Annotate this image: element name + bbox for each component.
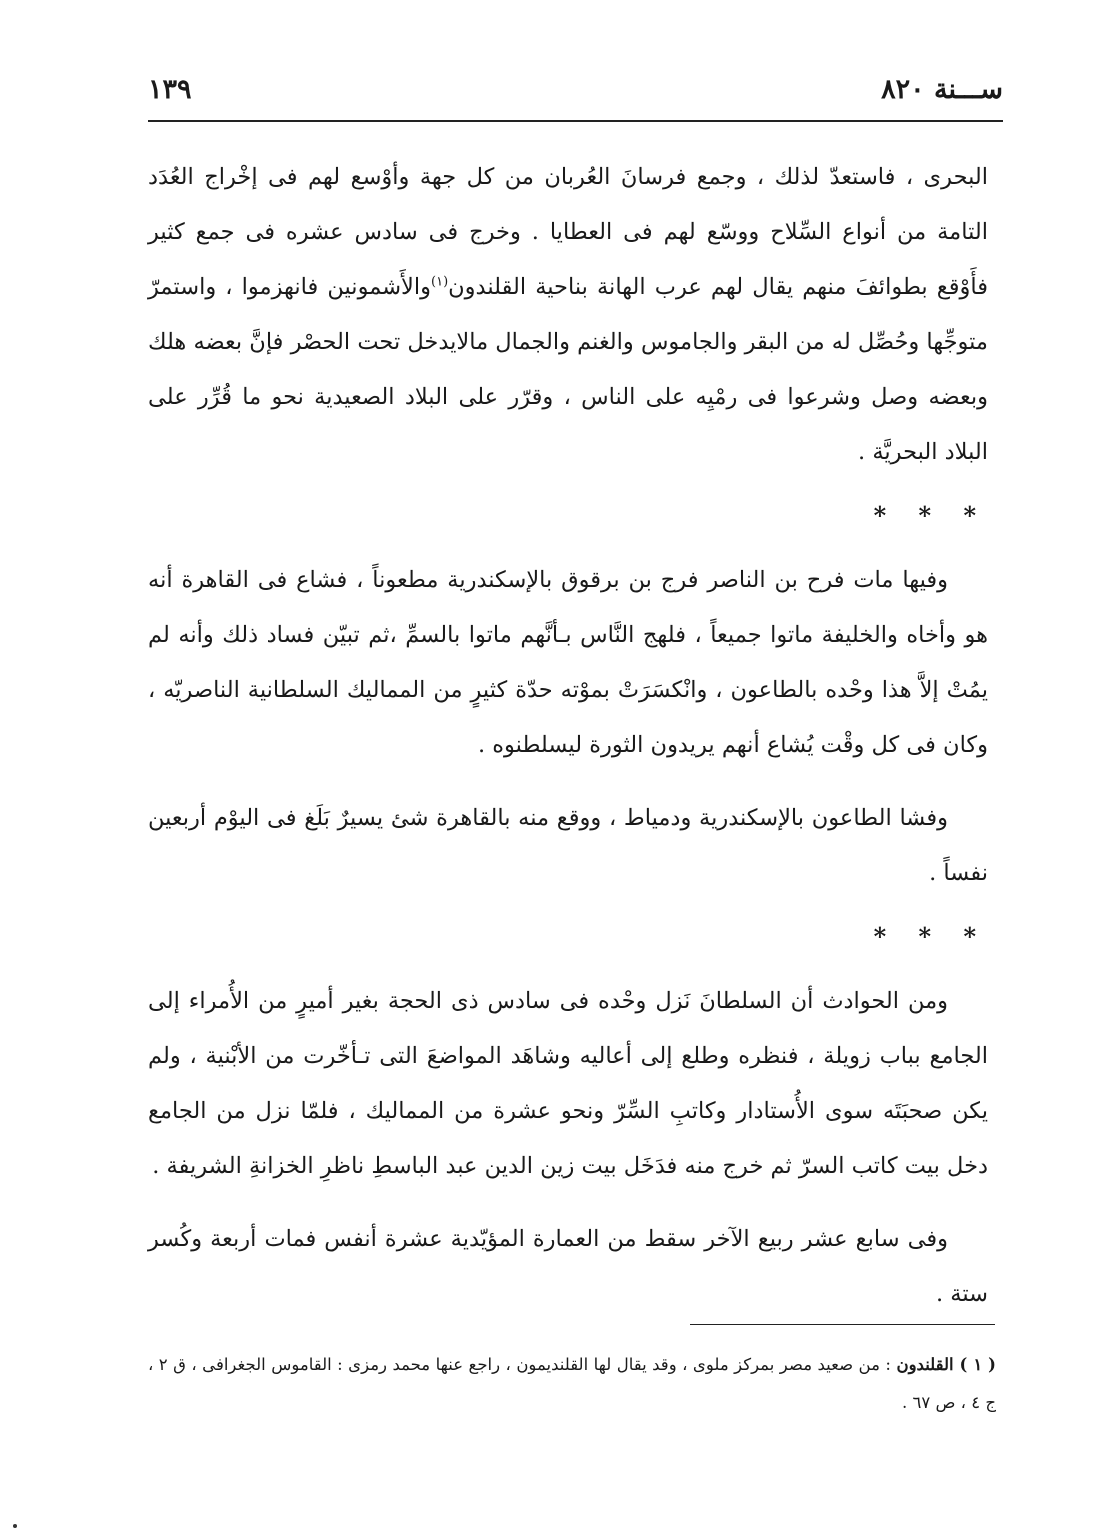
paragraph-5: وفى سابع عشر ربيع الآخر سقط من العمارة المؤيّدية عشرة أنفس فمات أربعة وكُسر ستة . (148, 1226, 988, 1307)
running-header (148, 70, 1003, 118)
paragraph-gap (148, 1194, 988, 1212)
footnote-marker: (١) (431, 274, 449, 290)
section-divider-2: * * * (873, 922, 988, 951)
footnote-label: ( ١ ) القلندون (896, 1355, 996, 1374)
paragraph-1-before: البحرى ، فاستعدّ لذلك ، وجمع فرسانَ العُربان من كل جهة وأوْسع لهم فى إخْراج العُدَد التامة من أنواع السِّلاح ووسّع لهم فى العطايا . وخرج فى سادس عشره فى جمع كثير فأَوْقع بطوائفَ منهم يقال لهم عرب الهانة بناحية القلندون (148, 164, 988, 300)
header-rule (148, 120, 1003, 122)
footnote-rule (690, 1324, 995, 1325)
section-divider-1: * * * (873, 501, 988, 530)
paragraph-4: ومن الحوادث أن السلطانَ نَزل وحْده فى سادس ذى الحجة بغير أميرٍ من الأُمراء إلى الجامع بباب زويلة ، فنظره وطلع إلى أعاليه وشاهَد المواضعَ التى تـأخّرت من الأبْنية ، ولم يكن صحبَتَه سوى الأُستادار وكاتبِ السِّرّ ونحو عشرة من المماليك ، فلمّا نزل من الجامع دخل بيت كاتب السرّ ثم خرج منه فدَخَل بيت زين الدين عبد الباسطِ ناظرِ الخزانةِ الشريفة . (148, 988, 988, 1179)
paragraph-1-after: والأَشمونين فانهزموا ، واستمرّ متوجِّها وحُصِّل له من البقر والجاموس والغنم والجمال مالايدخل تحت الحصْر فإنَّ بعضه هلك وبعضه وصل وشرعوا فى رمْيِه على الناس ، وقرّر على البلاد الصعيدية نحو ما قُرِّر على البلاد البحريَّة . (148, 274, 988, 465)
footnote (148, 1346, 996, 1422)
main-text (148, 150, 988, 1322)
page-speck (13, 1524, 17, 1528)
page-number: ١٣٩ (148, 74, 192, 105)
paragraph-gap (148, 773, 988, 791)
paragraph-3: وفشا الطاعون بالإسكندرية ودمياط ، ووقع منه بالقاهرة شئ يسيرٌ بَلَغ فى اليوْم أربعين نفساً . (148, 805, 988, 886)
paragraph-2: وفيها مات فرح بن الناصر فرج بن برقوق بالإسكندرية مطعوناً ، فشاع فى القاهرة أنه هو وأخاه والخليفة ماتوا جميعاً ، فلهج النَّاس بـأنَّهم ماتوا بالسمِّ ،ثم تبيّن فساد ذلك وأنه لم يمُتْ إلاَّ هذا وحْده بالطاعون ، وانْكسَرَتْ بموْته حدّة كثيرٍ من المماليك السلطانية الناصريّه ، وكان فى كل وقْت يُشاع أنهم يريدون الثورة ليسلطنوه . (148, 567, 988, 758)
paragraph-1 (148, 150, 988, 480)
header-year: ســـنة ٨٢٠ (881, 74, 1003, 105)
footnote-text: : من صعيد مصر بمركز ملوى ، وقد يقال لها القلنديمون ، راجع عنها محمد رمزى : القاموس الجغرافى ، ق ٢ ، ج ٤ ، ص ٦٧ . (148, 1355, 996, 1412)
